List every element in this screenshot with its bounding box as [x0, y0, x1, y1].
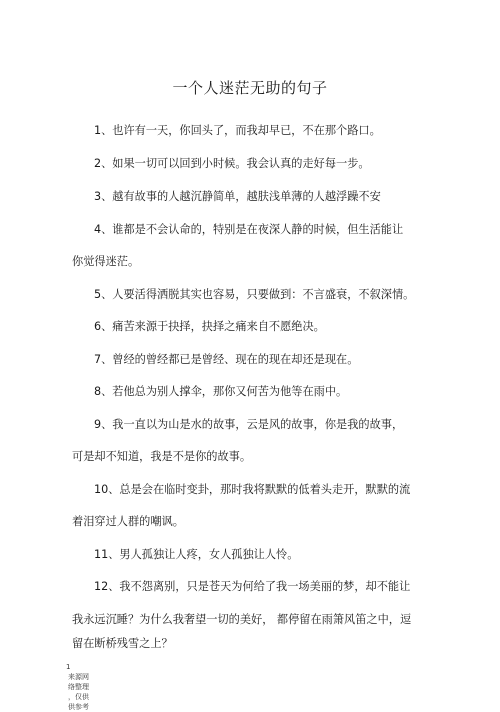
page-number: 1 — [66, 663, 71, 671]
sentence-12-continued-2: 留在断桥残雪之上？ — [72, 637, 173, 650]
sentence-2: 2、如果一切可以回到小时候。我会认真的走好每一步。 — [94, 157, 370, 170]
sentence-4-continued: 你觉得迷茫。 — [72, 255, 140, 268]
sentence-11: 11、男人孤独让人疼，女人孤独让人怜。 — [94, 548, 299, 561]
document-title: 一个人迷茫无助的句子 — [172, 79, 328, 97]
sentence-8: 8、若他总为别人撑伞，那你又何苦为他等在雨中。 — [94, 385, 348, 398]
page-footer — [66, 662, 106, 712]
sentence-7: 7、曾经的曾经都已是曾经、现在的现在却还是现在。 — [94, 353, 359, 366]
sentence-12: 12、我不怨离别，只是苍天为何给了我一场美丽的梦，却不能让 — [94, 580, 411, 593]
sentence-10: 10、总是会在临时变卦，那时我将默默的低着头走开，默默的流 — [94, 483, 411, 496]
sentence-5: 5、人要活得洒脱其实也容易，只要做到：不言盛衰，不叙深情。 — [94, 288, 415, 301]
footer-note-line: 供参考 — [68, 703, 89, 711]
sentence-4: 4、谁都是不会认命的，特别是在夜深人静的时候，但生活能让 — [94, 223, 404, 236]
sentence-9: 9、我一直以为山是水的故事，云是风的故事，你是我的故事， — [94, 418, 404, 431]
sentence-1: 1、也许有一天，你回头了，而我却早已，不在那个路口。 — [94, 124, 381, 137]
sentence-9-continued: 可是却不知道，我是不是你的故事。 — [72, 450, 252, 463]
footer-note-line: ，仅供 — [68, 693, 89, 701]
sentence-10-continued: 着泪穿过人群的嘲讽。 — [72, 515, 184, 528]
footer-note-line: 络整理 — [68, 683, 89, 691]
sentence-6: 6、痛苦来源于抉择，抉择之痛来自不愿绝决。 — [94, 320, 325, 333]
sentence-12-continued: 我永远沉睡？为什么我奢望一切的美好， 都停留在雨箫风笛之中，逗 — [72, 613, 412, 626]
footer-note-line: 来源网 — [68, 673, 89, 681]
sentence-3: 3、越有故事的人越沉静简单，越肤浅单薄的人越浮躁不安 — [94, 190, 381, 203]
